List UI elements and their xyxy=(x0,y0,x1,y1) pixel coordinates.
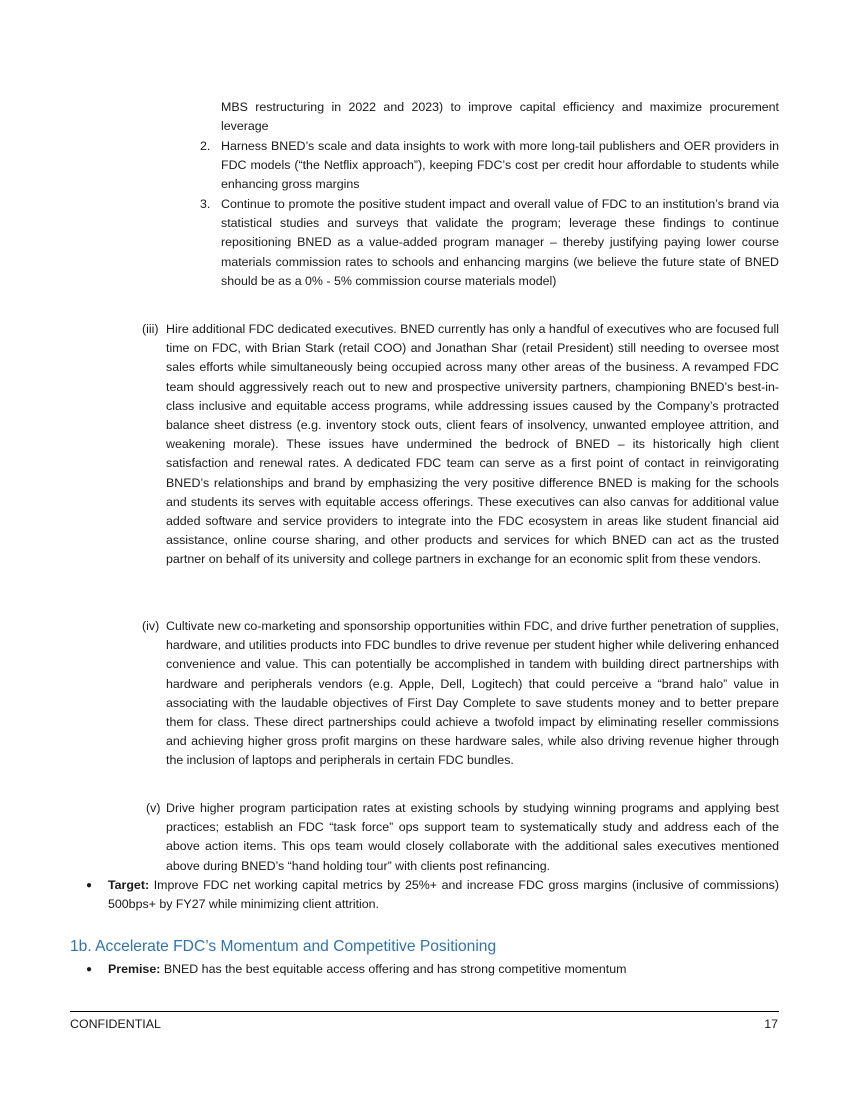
footer-confidential: CONFIDENTIAL xyxy=(70,1017,161,1031)
footer-divider xyxy=(70,1011,779,1012)
item-v-text: Drive higher program participation rates at existing schools by studying winning programs and applying best practices; establish an FDC “task force” ops support team to systematically study and address each of the above action items. This ops team would closely collaborate with the additional sales executives mentioned above during BNED’s “hand holding tour” with clients post refinancing. xyxy=(166,801,779,873)
item-iv-text: Cultivate new co-marketing and sponsorship opportunities within FDC, and drive further penetration of supplies, hardware, and utilities products into FDC bundles to drive revenue per student higher while delivering enhanced convenience and value. This can potentially be accomplished in tandem with building direct partnerships with hardware and peripherals vendors (e.g. Apple, Dell, Logitech) that could perceive a “brand halo” value in associating with the laudable objectives of First Day Complete to save students money and to better prepare them for class. These direct partnerships could achieve a twofold impact by eliminating reseller commissions and achieving higher gross profit margins on these hardware sales, while also driving revenue higher through the inclusion of laptops and peripherals in certain FDC bundles. xyxy=(166,619,779,768)
item2-number: 2. xyxy=(200,139,211,153)
item-iii-label: (iii) xyxy=(142,322,159,336)
premise-text: BNED has the best equitable access offering and has strong competitive momentum xyxy=(163,962,627,976)
item-iii-text: Hire additional FDC dedicated executives. BNED currently has only a handful of executives who are focused full time on FDC, with Brian Stark (retail COO) and Jonathan Shar (retail President) still needing to oversee most sales efforts while simultaneously being occupied across many other areas of the business. A revamped FDC team should aggressively reach out to new and prospective university partners, championing BNED’s best-in-class inclusive and equitable access programs, while addressing issues caused by the Company’s protracted balance sheet distress (e.g. inventory stock outs, client fears of insolvency, unwanted employee attrition, and weakening morale). These issues have undermined the bedrock of BNED – its historically high client satisfaction and renewal rates. A dedicated FDC team can serve as a first point of contact in reinvigorating BNED’s relationships and brand by emphasizing the very positive difference BNED is making for the schools and students its serves with equitable access offerings. These executives can also canvas for additional value added software and service providers to integrate into the FDC ecosystem in areas like student financial aid assistance, online course sharing, and other products and services for which BNED can act as the trusted partner on behalf of its university and college partners in exchange for an economic split from these vendors. xyxy=(166,322,779,567)
premise-bullet: ● xyxy=(86,964,93,975)
target-paragraph xyxy=(108,876,779,914)
target-text: Improve FDC net working capital metrics by 25%+ and increase FDC gross margins (inclusive of commissions) 500bps+ by FY27 while minimizing client attrition. xyxy=(108,878,779,912)
page-number: 17 xyxy=(764,1017,778,1031)
item2-text: Harness BNED’s scale and data insights to work with more long-tail publishers and OER providers in FDC models (“the Netflix approach”), keeping FDC’s cost per credit hour affordable to students while enhancing gross margins xyxy=(221,139,779,192)
item1-continuation: MBS restructuring in 2022 and 2023) to improve capital efficiency and maximize procurement leverage xyxy=(221,100,779,134)
item3-text: Continue to promote the positive student impact and overall value of FDC to an institution’s brand via statistical studies and surveys that validate the program; leverage these findings to continue repositioning BNED as a value-added program manager – thereby justifying paying lower course materials commission rates to schools and enhancing margins (we believe the future state of BNED should be as a 0% - 5% commission course materials model) xyxy=(221,197,779,288)
item-v-label: (v) xyxy=(146,801,161,815)
target-bullet: ● xyxy=(86,880,93,891)
section-heading-1b: 1b. Accelerate FDC’s Momentum and Competitive Positioning xyxy=(70,938,497,955)
item3-number: 3. xyxy=(200,197,211,211)
premise-paragraph xyxy=(108,960,779,979)
target-label: Target: xyxy=(108,878,150,892)
item-iv-label: (iv) xyxy=(142,619,160,633)
premise-label: Premise: xyxy=(108,962,161,976)
